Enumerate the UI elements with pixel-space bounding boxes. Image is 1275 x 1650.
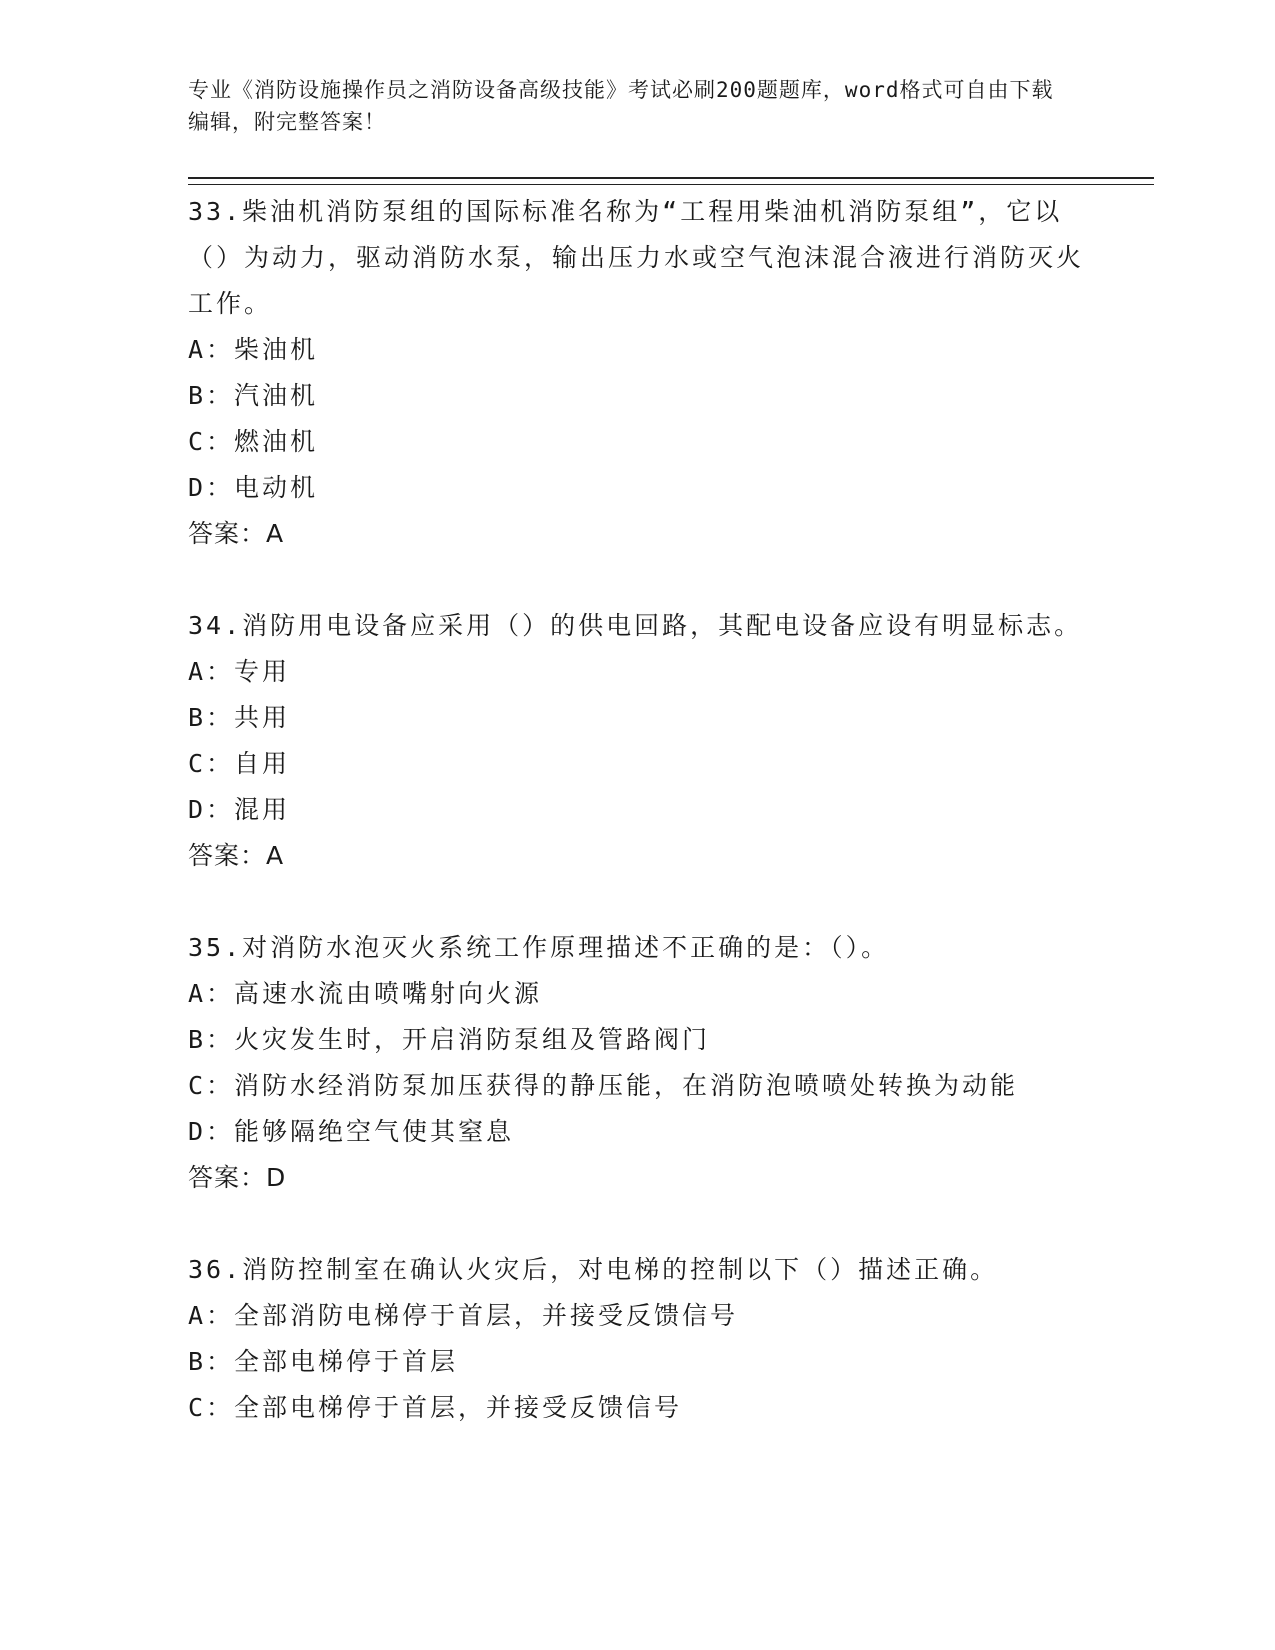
- question-stem: 35.对消防水泡灭火系统工作原理描述不正确的是：（）。: [188, 933, 890, 962]
- option-b: B：汽油机: [188, 381, 319, 410]
- answer: 答案：D: [188, 1163, 287, 1192]
- option-b: B：共用: [188, 703, 291, 732]
- option-b: B：火灾发生时，开启消防泵组及管路阀门: [188, 1025, 711, 1054]
- question-stem: 36.消防控制室在确认火灾后，对电梯的控制以下（）描述正确。: [188, 1255, 999, 1284]
- question-35: [188, 925, 1088, 1201]
- option-c: C：消防水经消防泵加压获得的静压能，在消防泡喷喷处转换为动能: [188, 1071, 1019, 1100]
- option-c: C：燃油机: [188, 427, 319, 456]
- option-b: B：全部电梯停于首层: [188, 1347, 459, 1376]
- question-list: [188, 189, 1088, 1431]
- option-a: A：专用: [188, 657, 291, 686]
- header-rule-thick: [188, 177, 1154, 179]
- option-d: D：电动机: [188, 473, 319, 502]
- question-stem: 34.消防用电设备应采用（）的供电回路，其配电设备应设有明显标志。: [188, 611, 1083, 640]
- option-c: C：自用: [188, 749, 291, 778]
- spacer: [188, 1201, 1088, 1247]
- spacer: [188, 557, 1088, 603]
- option-d: D：能够隔绝空气使其窒息: [188, 1117, 515, 1146]
- question-34: [188, 603, 1088, 879]
- option-d: D：混用: [188, 795, 291, 824]
- answer: 答案：A: [188, 841, 285, 870]
- question-33: [188, 189, 1088, 557]
- question-stem: 33.柴油机消防泵组的国际标准名称为“工程用柴油机消防泵组”，它以（）为动力，驱动消防水泵，输出压力水或空气泡沫混合液进行消防灭火工作。: [188, 197, 1085, 318]
- option-c: C：全部电梯停于首层，并接受反馈信号: [188, 1393, 683, 1422]
- option-a: A：全部消防电梯停于首层，并接受反馈信号: [188, 1301, 739, 1330]
- question-36: [188, 1247, 1088, 1431]
- spacer: [188, 879, 1088, 925]
- option-a: A：柴油机: [188, 335, 319, 364]
- option-a: A：高速水流由喷嘴射向火源: [188, 979, 543, 1008]
- header-rule-thin: [188, 184, 1154, 185]
- answer: 答案：A: [188, 519, 285, 548]
- document-header: 专业《消防设施操作员之消防设备高级技能》考试必刷200题题库，word格式可自由下载编辑，附完整答案！: [188, 78, 1054, 134]
